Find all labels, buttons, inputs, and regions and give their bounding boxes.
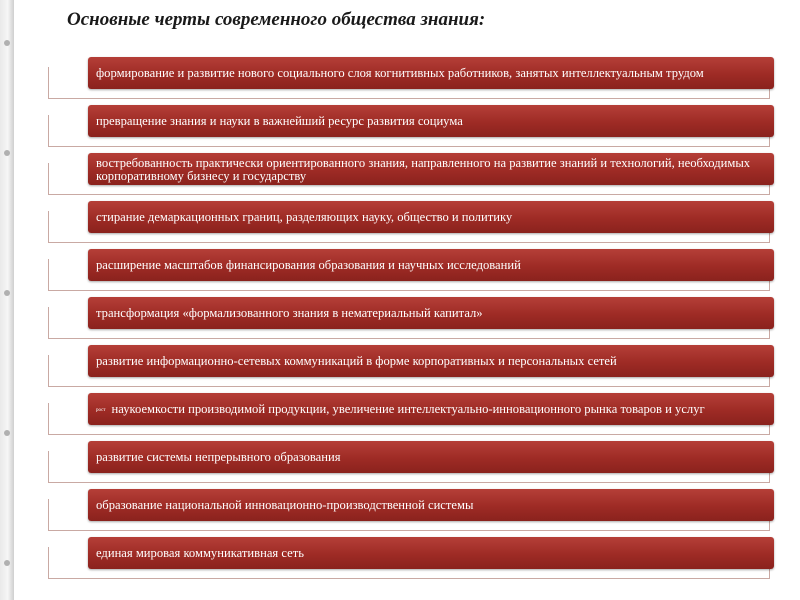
item-bar [88, 297, 774, 329]
binding-hole [4, 290, 10, 296]
item-text: формирование и развитие нового социального слоя когнитивных работников, занятых интеллектуальным трудом [96, 66, 704, 80]
item-text: превращение знания и науки в важнейший ресурс развития социума [96, 114, 463, 128]
item-bar [88, 489, 774, 521]
item-bar [88, 537, 774, 569]
page-title: Основные черты современного общества знания: [67, 9, 486, 30]
item-text: востребованность практически ориентированного знания, направленного на развитие знаний и технологий, необходимых корпоративному бизнесу и государству [96, 155, 751, 183]
item-bar [88, 105, 774, 137]
item-bar [88, 345, 774, 377]
list-item [48, 489, 774, 532]
slide [14, 0, 800, 600]
item-bar [88, 153, 774, 185]
list-item [48, 441, 774, 484]
item-text-main: наукоемкости производимой продукции, увеличение интеллектуально-инновационного рынка товаров и услуг [111, 402, 705, 416]
list-item [48, 345, 774, 388]
item-text [96, 403, 705, 416]
binding-hole [4, 430, 10, 436]
binding-hole [4, 150, 10, 156]
item-text: трансформация «формализованного знания в нематериальный капитал» [96, 306, 483, 320]
list-item [48, 537, 774, 580]
item-bar [88, 201, 774, 233]
item-bar [88, 57, 774, 89]
list-item [48, 249, 774, 292]
item-text: образование национальной инновационно-производственной системы [96, 498, 474, 512]
item-text: стирание демаркационных границ, разделяющих науку, общество и политику [96, 210, 513, 224]
item-text: развитие системы непрерывного образования [96, 450, 341, 464]
item-text: расширение масштабов финансирования образования и научных исследований [96, 258, 521, 272]
list-item [48, 393, 774, 436]
binding-hole [4, 560, 10, 566]
list-item [48, 57, 774, 100]
list-item [48, 297, 774, 340]
features-list [48, 57, 774, 585]
list-item [48, 201, 774, 244]
item-text: развитие информационно-сетевых коммуникаций в форме корпоративных и персональных сетей [96, 354, 617, 368]
item-bar [88, 393, 774, 425]
notebook-binding [0, 0, 14, 600]
list-item [48, 105, 774, 148]
item-prefix: рост [96, 407, 106, 413]
binding-hole [4, 40, 10, 46]
item-bar [88, 441, 774, 473]
list-item [48, 153, 774, 196]
item-text: единая мировая коммуникативная сеть [96, 546, 304, 560]
item-bar [88, 249, 774, 281]
